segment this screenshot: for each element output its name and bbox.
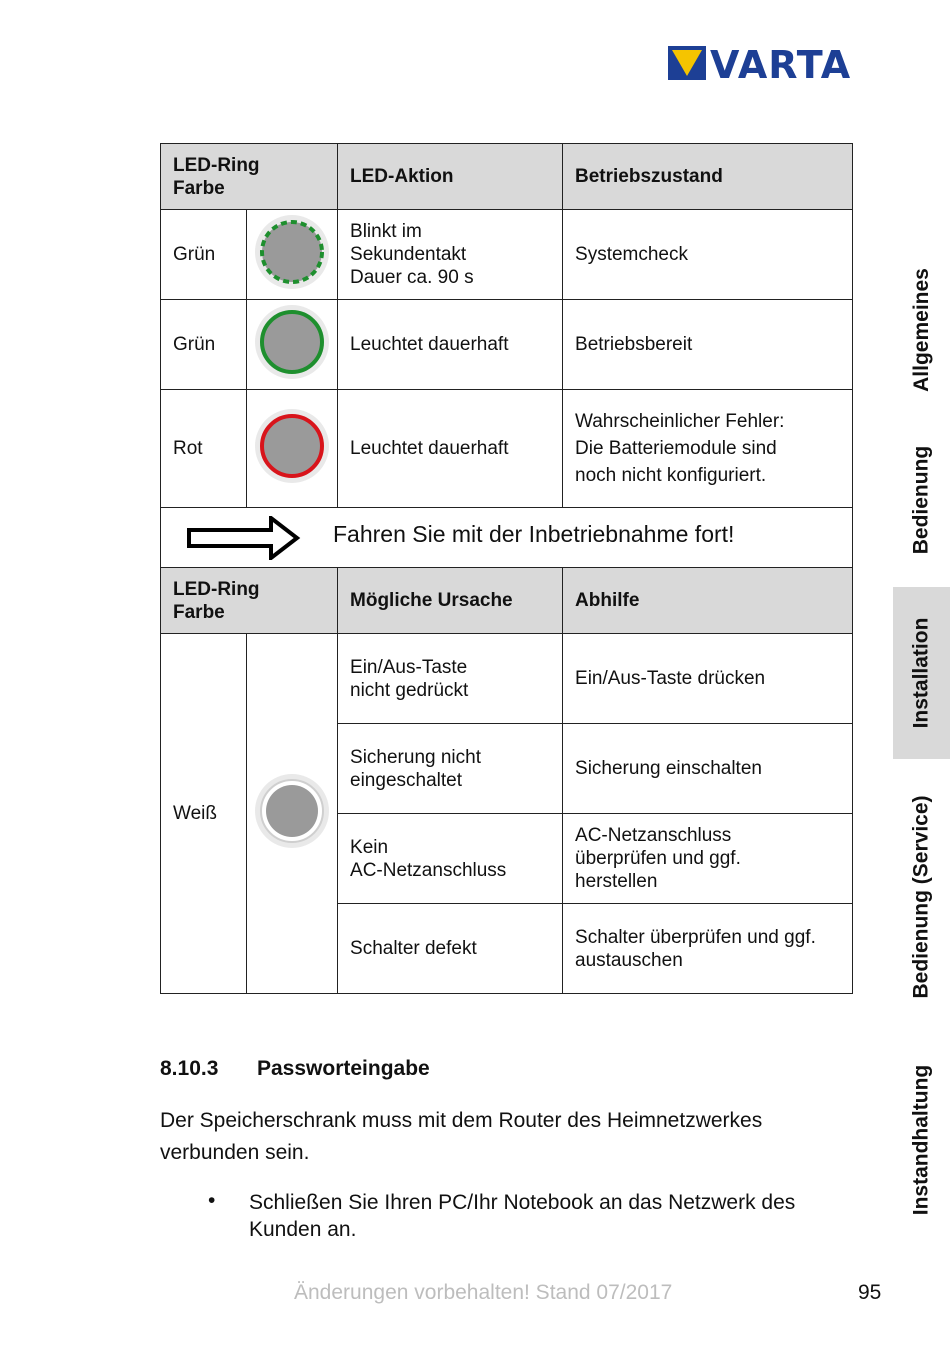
cause-cell: Schalter defekt	[338, 904, 563, 994]
led-color-cell: Grün	[161, 210, 247, 300]
remedy-cell: Ein/Aus-Taste drücken	[563, 634, 853, 724]
led-action-cell: Leuchtet dauerhaft	[338, 300, 563, 390]
table-row	[161, 210, 853, 300]
side-tab-instandhaltung[interactable]	[893, 1045, 950, 1235]
cause-cell: Sicherung nicht eingeschaltet	[338, 724, 563, 814]
body-paragraph: Der Speicherschrank muss mit dem Router des Heimnetzwerkes verbunden sein.	[160, 1109, 763, 1164]
header-possible-cause: Mögliche Ursache	[338, 568, 563, 634]
operating-state-cell: Wahrscheinlicher Fehler: Die Batteriemodule sind noch nicht konfiguriert.	[563, 390, 853, 508]
green-dashed-ring-icon	[247, 210, 338, 300]
cause-cell: Ein/Aus-Taste nicht gedrückt	[338, 634, 563, 724]
green-ring-icon	[247, 300, 338, 390]
led-color-cell: Grün	[161, 300, 247, 390]
table-header-row	[161, 568, 853, 634]
varta-logo-mark	[668, 46, 706, 80]
side-tab-label: Installation	[909, 617, 933, 729]
varta-logo	[668, 43, 878, 87]
side-tab-bedienung[interactable]	[893, 425, 950, 575]
header-led-color: LED-Ring Farbe	[161, 568, 338, 634]
continue-row	[161, 508, 853, 568]
header-remedy: Abhilfe	[563, 568, 853, 634]
led-action-cell: Leuchtet dauerhaft	[338, 390, 563, 508]
red-ring-icon	[247, 390, 338, 508]
bullet-icon: •	[208, 1189, 216, 1212]
brand-name: VARTA	[710, 43, 852, 87]
remedy-cell: Sicherung einschalten	[563, 724, 853, 814]
section-number: 8.10.3	[160, 1057, 219, 1080]
remedy-cell: Schalter überprüfen und ggf. austauschen	[563, 904, 853, 994]
operating-state-cell: Betriebsbereit	[563, 300, 853, 390]
led-color-cell: Weiß	[161, 634, 247, 994]
header-operating-state: Betriebszustand	[563, 144, 853, 210]
side-tab-label: Allgemeines	[909, 268, 933, 392]
operating-state-cell: Systemcheck	[563, 210, 853, 300]
table-row	[161, 390, 853, 508]
side-tab-bedienung-service[interactable]	[893, 772, 950, 1022]
header-led-action: LED-Aktion	[338, 144, 563, 210]
led-color-cell: Rot	[161, 390, 247, 508]
table-row	[161, 634, 853, 724]
white-ring-icon	[247, 634, 338, 994]
led-action-cell: Blinkt im Sekundentakt Dauer ca. 90 s	[338, 210, 563, 300]
table-header-row	[161, 144, 853, 210]
page-number: 95	[858, 1281, 882, 1304]
header-led-color: LED-Ring Farbe	[161, 144, 338, 210]
remedy-cell: AC-Netzanschluss überprüfen und ggf. herstellen	[563, 814, 853, 904]
table-row	[161, 300, 853, 390]
led-status-table	[160, 143, 853, 994]
continue-instruction: Fahren Sie mit der Inbetriebnahme fort!	[333, 521, 735, 547]
side-tab-installation[interactable]	[893, 587, 950, 759]
section-heading	[160, 1057, 430, 1081]
side-tab-label: Bedienung	[909, 445, 933, 555]
section-title: Passworteingabe	[257, 1057, 430, 1080]
side-tab-allgemeines[interactable]	[893, 250, 950, 410]
bullet-text: Schließen Sie Ihren PC/Ihr Notebook an das Netzwerk des Kunden an.	[249, 1191, 796, 1241]
footer-note: Änderungen vorbehalten! Stand 07/2017	[294, 1281, 673, 1304]
arrow-right-icon	[187, 516, 301, 560]
side-tab-label: Instandhaltung	[909, 1064, 933, 1216]
cause-cell: Kein AC-Netzanschluss	[338, 814, 563, 904]
side-tab-label: Bedienung (Service)	[909, 795, 933, 999]
